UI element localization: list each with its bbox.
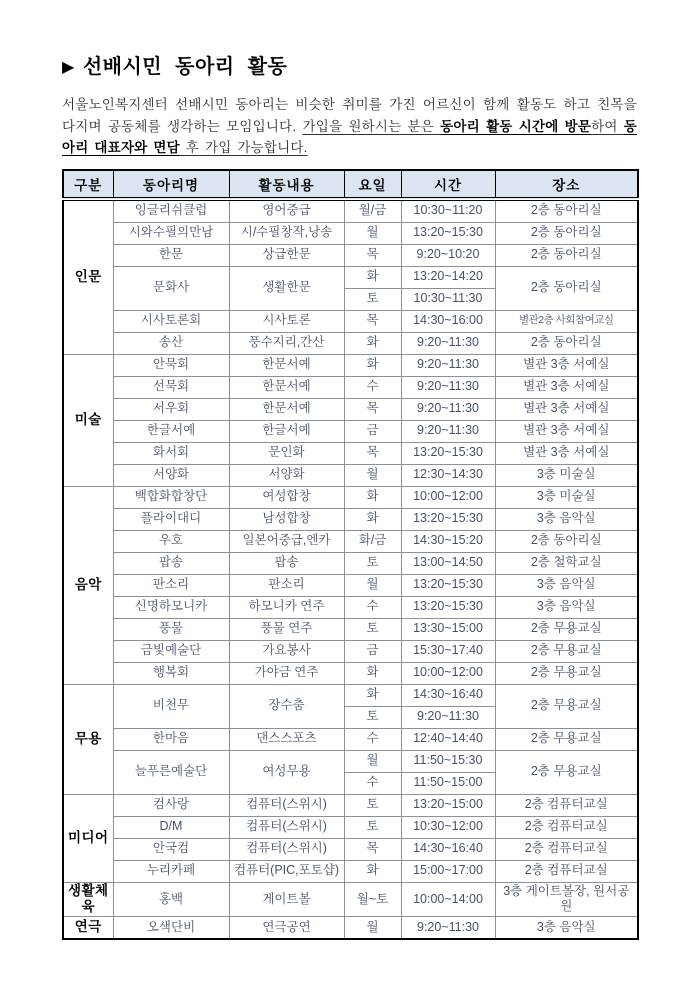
table-row xyxy=(63,917,638,940)
activity-cell: 한문서예 xyxy=(229,354,344,376)
day-cell: 월~토 xyxy=(344,882,401,917)
club-name-cell: 행복회 xyxy=(113,662,229,684)
club-activity-table xyxy=(62,169,639,941)
place-cell: 2층 동아리실 xyxy=(495,244,638,266)
place-cell: 별관 3층 서예실 xyxy=(495,354,638,376)
table-row xyxy=(63,838,638,860)
page-title-text: 선배시민 동아리 활동 xyxy=(82,56,288,78)
table-row xyxy=(63,199,638,223)
time-cell: 14:30~16:40 xyxy=(401,838,495,860)
day-cell: 목 xyxy=(344,244,401,266)
club-name-cell: 한마음 xyxy=(113,728,229,750)
day-cell: 금 xyxy=(344,640,401,662)
time-cell: 13:30~15:00 xyxy=(401,618,495,640)
table-row xyxy=(63,618,638,640)
category-cell: 무용 xyxy=(63,684,113,794)
time-cell: 13:20~15:30 xyxy=(401,574,495,596)
club-name-cell: 한글서예 xyxy=(113,420,229,442)
intro-underline-2: 하여 xyxy=(591,118,624,134)
day-cell: 토 xyxy=(344,288,401,310)
club-name-cell: 선묵회 xyxy=(113,376,229,398)
table-row xyxy=(63,574,638,596)
activity-cell: 한문서예 xyxy=(229,398,344,420)
club-name-cell: 송산 xyxy=(113,332,229,354)
club-name-cell: 누리카페 xyxy=(113,860,229,882)
activity-cell: 풍물 연주 xyxy=(229,618,344,640)
club-name-cell: 안묵회 xyxy=(113,354,229,376)
time-cell: 9:20~11:30 xyxy=(401,706,495,728)
day-cell: 화 xyxy=(344,508,401,530)
intro-bold-1: 동아리 활동 시간에 방문 xyxy=(440,118,592,134)
column-header: 요일 xyxy=(344,170,401,199)
day-cell: 월/금 xyxy=(344,199,401,223)
column-header: 시간 xyxy=(401,170,495,199)
activity-cell: 댄스스포츠 xyxy=(229,728,344,750)
club-name-cell: 문화사 xyxy=(113,266,229,310)
club-name-cell: 백합화합창단 xyxy=(113,486,229,508)
place-cell: 3층 음악실 xyxy=(495,917,638,940)
time-cell: 11:50~15:00 xyxy=(401,772,495,794)
time-cell: 12:30~14:30 xyxy=(401,464,495,486)
activity-cell: 장수춤 xyxy=(229,684,344,728)
table-row xyxy=(63,794,638,816)
time-cell: 13:20~14:20 xyxy=(401,266,495,288)
club-name-cell: 플라이대디 xyxy=(113,508,229,530)
club-name-cell: 금빛예술단 xyxy=(113,640,229,662)
day-cell: 토 xyxy=(344,552,401,574)
place-cell: 2층 동아리실 xyxy=(495,222,638,244)
time-cell: 13:20~15:30 xyxy=(401,442,495,464)
place-cell: 3층 미술실 xyxy=(495,486,638,508)
day-cell: 수 xyxy=(344,728,401,750)
place-cell: 2층 무용교실 xyxy=(495,618,638,640)
club-name-cell: 시와수필의만남 xyxy=(113,222,229,244)
place-cell: 2층 무용교실 xyxy=(495,640,638,662)
activity-cell: 서양화 xyxy=(229,464,344,486)
day-cell: 월 xyxy=(344,917,401,940)
table-row xyxy=(63,816,638,838)
table-row xyxy=(63,420,638,442)
time-cell: 9:20~11:30 xyxy=(401,917,495,940)
activity-cell: 연극공연 xyxy=(229,917,344,940)
table-row xyxy=(63,640,638,662)
club-name-cell: 우호 xyxy=(113,530,229,552)
column-header: 구분 xyxy=(63,170,113,199)
column-header: 활동내용 xyxy=(229,170,344,199)
club-name-cell: 안국컴 xyxy=(113,838,229,860)
table-row xyxy=(63,882,638,917)
time-cell: 10:30~11:30 xyxy=(401,288,495,310)
time-cell: 13:20~15:00 xyxy=(401,794,495,816)
place-cell: 3층 미술실 xyxy=(495,464,638,486)
day-cell: 화 xyxy=(344,332,401,354)
activity-cell: 컴퓨터(스위시) xyxy=(229,794,344,816)
place-cell: 2층 철학교실 xyxy=(495,552,638,574)
activity-cell: 컴퓨터(PIC,포토샵) xyxy=(229,860,344,882)
club-name-cell: 신명하모니카 xyxy=(113,596,229,618)
place-cell: 3층 음악실 xyxy=(495,574,638,596)
intro-paragraph xyxy=(62,94,637,159)
place-cell: 2층 무용교실 xyxy=(495,750,638,794)
time-cell: 10:00~14:00 xyxy=(401,882,495,917)
place-cell: 2층 동아리실 xyxy=(495,332,638,354)
activity-cell: 게이트볼 xyxy=(229,882,344,917)
time-cell: 13:20~15:30 xyxy=(401,508,495,530)
table-row xyxy=(63,442,638,464)
table-row xyxy=(63,750,638,772)
place-cell: 2층 컴퓨터교실 xyxy=(495,838,638,860)
day-cell: 화 xyxy=(344,860,401,882)
place-cell: 2층 컴퓨터교실 xyxy=(495,860,638,882)
day-cell: 토 xyxy=(344,618,401,640)
day-cell: 토 xyxy=(344,794,401,816)
time-cell: 14:30~15:20 xyxy=(401,530,495,552)
place-cell: 3층 음악실 xyxy=(495,596,638,618)
day-cell: 목 xyxy=(344,398,401,420)
activity-cell: 문인화 xyxy=(229,442,344,464)
table-row xyxy=(63,266,638,288)
activity-cell: 일본어중급,엔카 xyxy=(229,530,344,552)
title-bullet-icon: ▶ xyxy=(62,59,75,76)
club-name-cell: 한문 xyxy=(113,244,229,266)
club-name-cell: 팝송 xyxy=(113,552,229,574)
club-name-cell: 늘푸른예술단 xyxy=(113,750,229,794)
day-cell: 화 xyxy=(344,266,401,288)
day-cell: 목 xyxy=(344,838,401,860)
place-cell: 별관 3층 서예실 xyxy=(495,376,638,398)
day-cell: 목 xyxy=(344,442,401,464)
time-cell: 14:30~16:40 xyxy=(401,684,495,706)
club-name-cell: 풍물 xyxy=(113,618,229,640)
activity-cell: 영어중급 xyxy=(229,199,344,223)
time-cell: 15:30~17:40 xyxy=(401,640,495,662)
time-cell: 9:20~11:30 xyxy=(401,376,495,398)
table-row xyxy=(63,596,638,618)
activity-cell: 가요봉사 xyxy=(229,640,344,662)
column-header: 동아리명 xyxy=(113,170,229,199)
table-row xyxy=(63,354,638,376)
time-cell: 9:20~11:30 xyxy=(401,332,495,354)
day-cell: 화 xyxy=(344,684,401,706)
time-cell: 12:40~14:40 xyxy=(401,728,495,750)
activity-cell: 생활한문 xyxy=(229,266,344,310)
day-cell: 월 xyxy=(344,222,401,244)
table-row xyxy=(63,552,638,574)
day-cell: 화 xyxy=(344,662,401,684)
place-cell: 2층 컴퓨터교실 xyxy=(495,794,638,816)
club-name-cell: 오색단비 xyxy=(113,917,229,940)
activity-cell: 컴퓨터(스위시) xyxy=(229,816,344,838)
activity-cell: 상급한문 xyxy=(229,244,344,266)
time-cell: 9:20~11:30 xyxy=(401,420,495,442)
time-cell: 14:30~16:00 xyxy=(401,310,495,332)
table-row xyxy=(63,222,638,244)
category-cell: 생활체육 xyxy=(63,882,113,917)
table-row xyxy=(63,530,638,552)
table-row xyxy=(63,376,638,398)
place-cell: 2층 동아리실 xyxy=(495,530,638,552)
time-cell: 10:30~11:20 xyxy=(401,199,495,223)
table-header-row xyxy=(63,170,638,199)
activity-cell: 여성합창 xyxy=(229,486,344,508)
day-cell: 화 xyxy=(344,486,401,508)
activity-cell: 여성무용 xyxy=(229,750,344,794)
table-row xyxy=(63,244,638,266)
day-cell: 수 xyxy=(344,376,401,398)
club-name-cell: 화서회 xyxy=(113,442,229,464)
activity-cell: 한문서예 xyxy=(229,376,344,398)
category-cell: 인문 xyxy=(63,199,113,355)
day-cell: 토 xyxy=(344,816,401,838)
club-name-cell: 서양화 xyxy=(113,464,229,486)
time-cell: 10:30~12:00 xyxy=(401,816,495,838)
day-cell: 수 xyxy=(344,596,401,618)
place-cell: 2층 동아리실 xyxy=(495,199,638,223)
activity-cell: 시/수필창작,낭송 xyxy=(229,222,344,244)
club-name-cell: 시사토론회 xyxy=(113,310,229,332)
table-row xyxy=(63,860,638,882)
day-cell: 화/금 xyxy=(344,530,401,552)
day-cell: 월 xyxy=(344,574,401,596)
time-cell: 9:20~10:20 xyxy=(401,244,495,266)
time-cell: 13:20~15:30 xyxy=(401,596,495,618)
activity-cell: 풍수지리,간산 xyxy=(229,332,344,354)
category-cell: 음악 xyxy=(63,486,113,684)
time-cell: 10:00~12:00 xyxy=(401,662,495,684)
club-name-cell: 홍백 xyxy=(113,882,229,917)
table-row xyxy=(63,728,638,750)
day-cell: 월 xyxy=(344,750,401,772)
place-cell: 별관 3층 서예실 xyxy=(495,398,638,420)
activity-cell: 남성합창 xyxy=(229,508,344,530)
time-cell: 9:20~11:30 xyxy=(401,398,495,420)
intro-bold-2: 동아리 대표자와 면담 xyxy=(62,118,637,155)
table-row xyxy=(63,464,638,486)
intro-text-main: 서울노인복지센터 선배시민 동아리는 비슷한 취미를 가진 어르신이 함께 활동도 하고 친목을 다지며 공동체를 생각하는 모임입니다. xyxy=(62,97,637,134)
activity-cell: 가야금 연주 xyxy=(229,662,344,684)
club-name-cell: 판소리 xyxy=(113,574,229,596)
table-row xyxy=(63,662,638,684)
activity-cell: 한글서예 xyxy=(229,420,344,442)
activity-cell: 컴퓨터(스위시) xyxy=(229,838,344,860)
activity-cell: 팝송 xyxy=(229,552,344,574)
table-row xyxy=(63,398,638,420)
club-name-cell: 서우회 xyxy=(113,398,229,420)
place-cell: 2층 컴퓨터교실 xyxy=(495,816,638,838)
time-cell: 13:00~14:50 xyxy=(401,552,495,574)
place-cell: 별관 3층 서예실 xyxy=(495,420,638,442)
category-cell: 미디어 xyxy=(63,794,113,882)
table-row xyxy=(63,310,638,332)
activity-cell: 판소리 xyxy=(229,574,344,596)
day-cell: 월 xyxy=(344,464,401,486)
club-name-cell: 잉글리쉬클럽 xyxy=(113,199,229,223)
day-cell: 토 xyxy=(344,706,401,728)
place-cell: 2층 무용교실 xyxy=(495,728,638,750)
category-cell: 미술 xyxy=(63,354,113,486)
table-row xyxy=(63,684,638,706)
place-cell: 2층 동아리실 xyxy=(495,266,638,310)
activity-cell: 시사토론 xyxy=(229,310,344,332)
club-name-cell: 비천무 xyxy=(113,684,229,728)
column-header: 장소 xyxy=(495,170,638,199)
place-cell: 2층 무용교실 xyxy=(495,662,638,684)
time-cell: 11:50~15:30 xyxy=(401,750,495,772)
intro-underline-3: 후 가입 가능합니다. xyxy=(179,140,308,155)
day-cell: 목 xyxy=(344,310,401,332)
club-name-cell: D/M xyxy=(113,816,229,838)
day-cell: 화 xyxy=(344,354,401,376)
time-cell: 10:00~12:00 xyxy=(401,486,495,508)
table-row xyxy=(63,486,638,508)
time-cell: 9:20~11:30 xyxy=(401,354,495,376)
table-row xyxy=(63,508,638,530)
place-cell: 3층 게이트볼장, 원서공원 xyxy=(495,882,638,917)
club-name-cell: 컴사랑 xyxy=(113,794,229,816)
day-cell: 수 xyxy=(344,772,401,794)
activity-cell: 하모니카 연주 xyxy=(229,596,344,618)
place-cell: 2층 무용교실 xyxy=(495,684,638,728)
category-cell: 연극 xyxy=(63,917,113,940)
intro-underline-1: 가입을 원하시는 분은 xyxy=(302,118,441,134)
place-cell: 별관2층 사회참여교실 xyxy=(495,310,638,332)
page-title xyxy=(62,52,637,83)
time-cell: 15:00~17:00 xyxy=(401,860,495,882)
day-cell: 금 xyxy=(344,420,401,442)
table-row xyxy=(63,332,638,354)
time-cell: 13:20~15:30 xyxy=(401,222,495,244)
place-cell: 별관 3층 서예실 xyxy=(495,442,638,464)
place-cell: 3층 음악실 xyxy=(495,508,638,530)
